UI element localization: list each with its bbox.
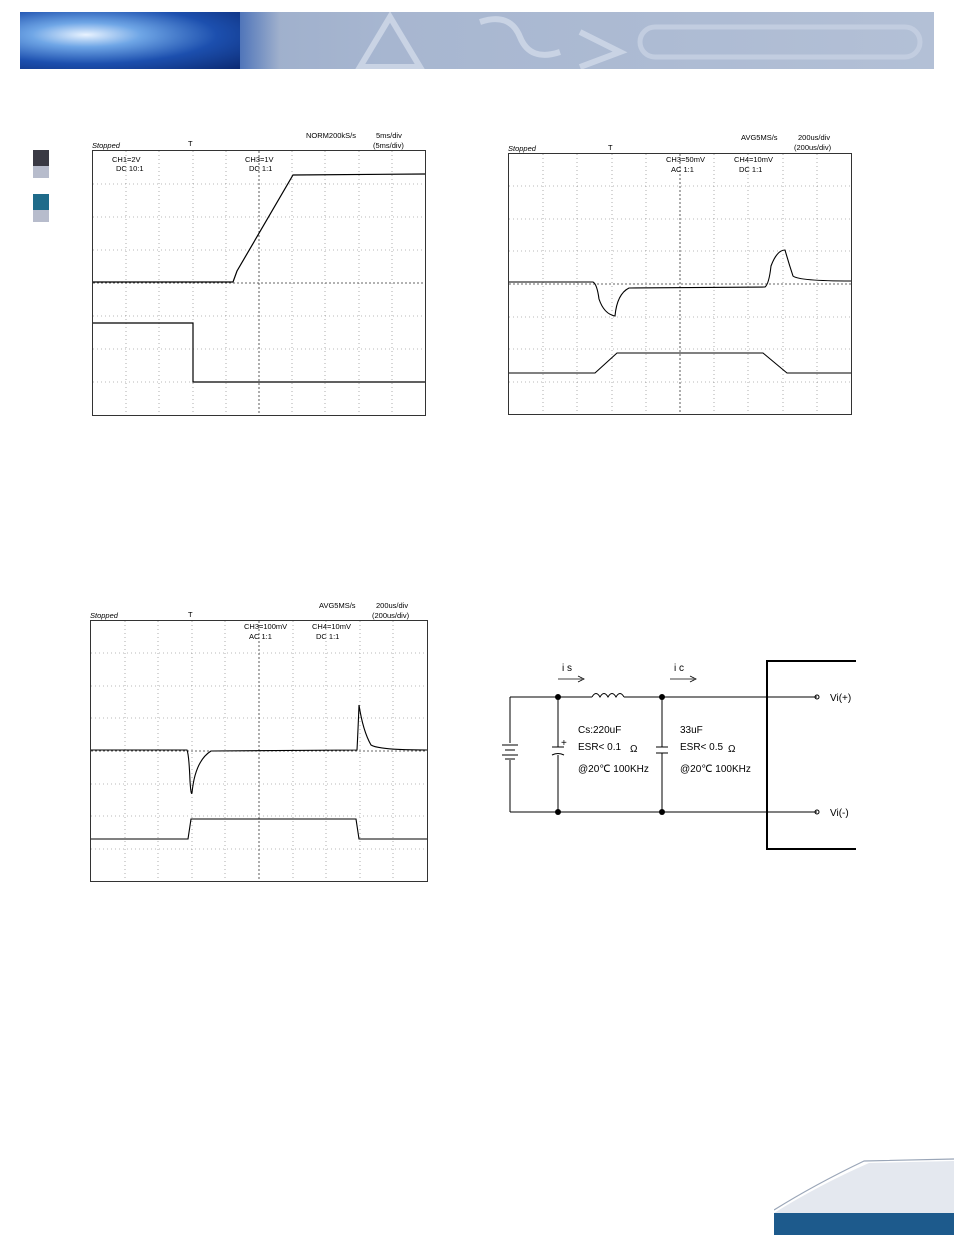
channel-a: CH3=50mV [666, 155, 705, 164]
header-banner [20, 12, 934, 69]
c2-condition: @20℃ 100KHz [680, 764, 751, 775]
trigger-marker: T [188, 139, 193, 148]
scope-transient-1 [496, 130, 856, 425]
ic-label: i c [674, 663, 684, 674]
cs-condition: @20℃ 100KHz [578, 764, 649, 775]
trigger-marker: T [188, 610, 193, 619]
banner-watermark [320, 12, 934, 69]
channel-a: CH3=100mV [244, 622, 288, 631]
footer-corner-graphic [774, 1155, 954, 1235]
c2-esr: ESR< 0.5 [680, 742, 724, 753]
scope-transient-2 [78, 598, 438, 893]
timebase: 200us/div [798, 133, 831, 142]
trigger-marker: T [608, 143, 613, 152]
cs-esr: ESR< 0.1 [578, 742, 622, 753]
channel-b: CH3=1V [245, 155, 274, 164]
scope-status: Stopped [92, 141, 120, 150]
c2-value: 33uF [680, 725, 703, 736]
timebase: 5ms/div [376, 131, 402, 140]
scope-startup [80, 128, 440, 423]
channel-a-coupling: DC 10:1 [116, 164, 144, 173]
vi-minus-label: Vi(-) [830, 808, 849, 819]
acq-mode: AVG5MS/s [741, 133, 778, 142]
channel-b-coupling: DC 1:1 [739, 165, 763, 174]
svg-text:+: + [561, 738, 567, 749]
timebase-secondary: (200us/div) [794, 143, 832, 152]
vi-plus-label: Vi(+) [830, 693, 852, 704]
scope-screen-2 [508, 153, 852, 415]
c2-ohm: Ω [728, 744, 736, 755]
channel-b-coupling: DC 1:1 [249, 164, 273, 173]
channel-b: CH4=10mV [734, 155, 773, 164]
channel-a-coupling: AC 1:1 [671, 165, 694, 174]
input-filter-circuit [500, 655, 860, 855]
banner-photo [20, 12, 240, 69]
is-label: i s [562, 663, 572, 674]
acq-mode: NORM200kS/s [306, 131, 357, 140]
channel-b-coupling: DC 1:1 [316, 632, 340, 641]
legend-swatch-2 [33, 194, 49, 222]
channel-b: CH4=10mV [312, 622, 351, 631]
acq-mode: AVG5MS/s [319, 601, 356, 610]
timebase: 200us/div [376, 601, 409, 610]
scope-status: Stopped [90, 611, 118, 620]
timebase-secondary: (5ms/div) [373, 141, 404, 150]
scope-status: Stopped [508, 144, 536, 153]
channel-a-coupling: AC 1:1 [249, 632, 272, 641]
scope-screen-1 [92, 150, 426, 416]
cs-value: Cs:220uF [578, 725, 622, 736]
scope-screen-3 [90, 620, 428, 882]
cs-ohm: Ω [630, 744, 638, 755]
channel-a: CH1=2V [112, 155, 141, 164]
legend-swatch-1 [33, 150, 49, 178]
timebase-secondary: (200us/div) [372, 611, 410, 620]
